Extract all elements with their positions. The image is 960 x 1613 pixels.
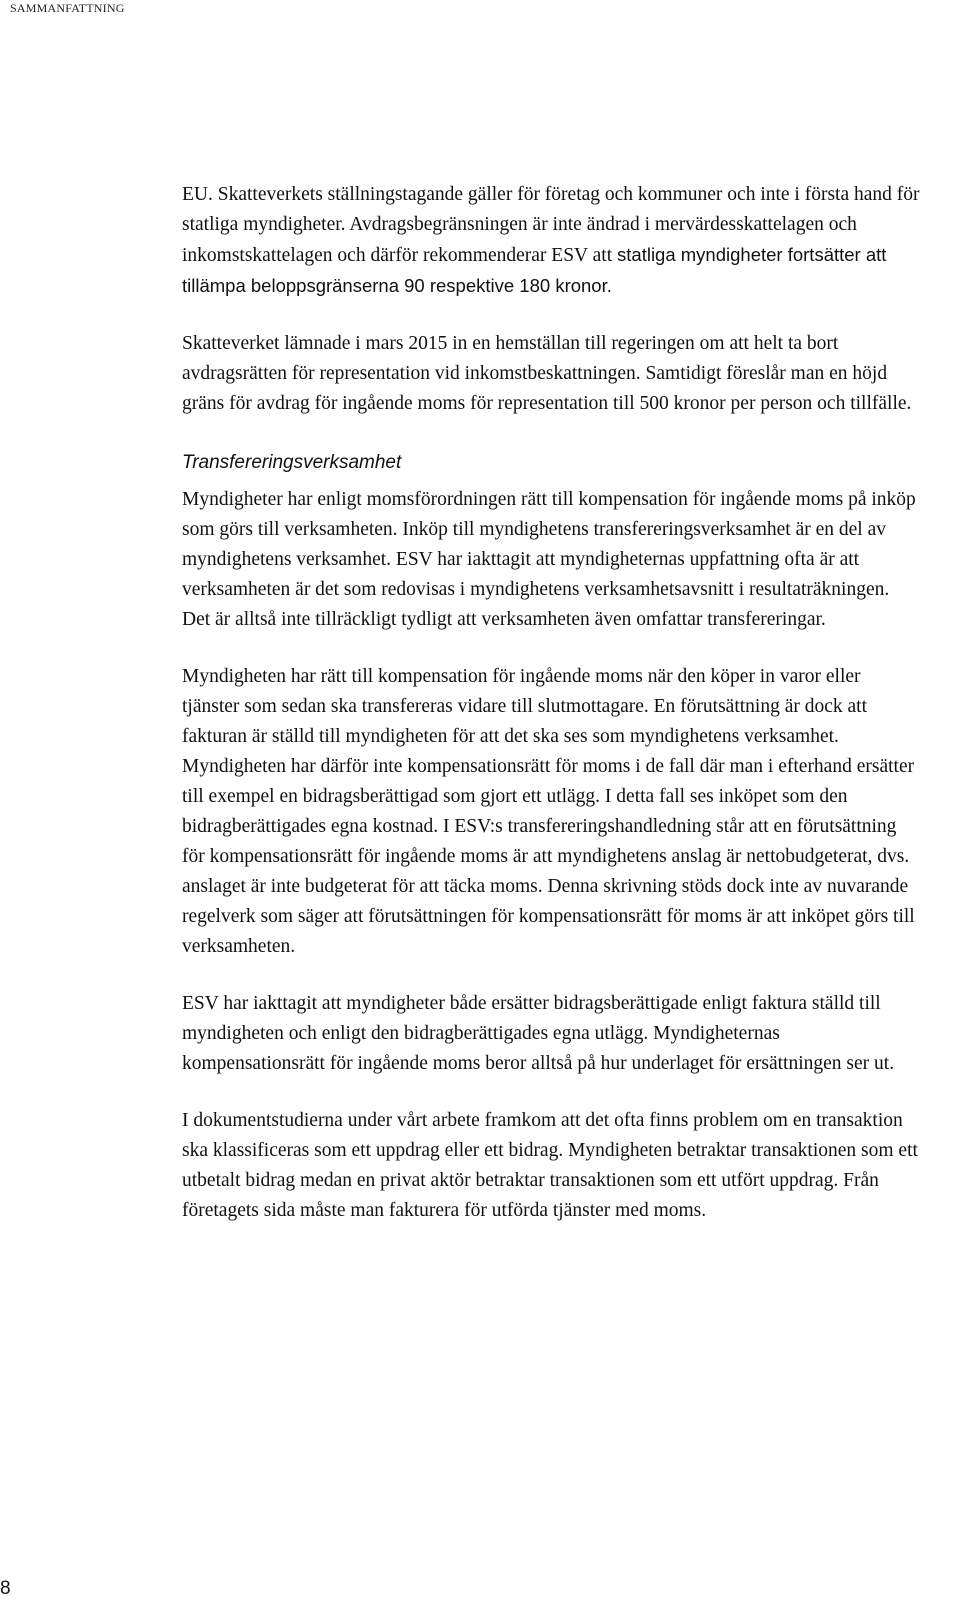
page-number: 8 [0, 1578, 11, 1599]
paragraph-2: Skatteverket lämnade i mars 2015 in en hemställan till regeringen om att helt ta bort avdragsrätten för representation vid inkomstbeskattningen. Samtidigt föreslår man en höjd gräns för avdrag för ingående moms för representation till 500 kronor per person och tillfälle. [182, 333, 912, 414]
paragraph-3: Myndigheter har enligt momsförordningen rätt till kompensation för ingående moms på inköp som görs till verksamheten. Inköp till myndighetens transfereringsverksamhet är en del av myndighetens verksamhet. ESV har iakttagit att myndigheternas uppfattning ofta är att verksamheten är det som redovisas i myndighetens verksamhetsavsnitt i resultaträkningen. Det är alltså inte tillräckligt tydligt att verksamheten även omfattar transfereringar. [182, 489, 916, 630]
paragraph-5: ESV har iakttagit att myndigheter både ersätter bidragsberättigade enligt faktura ställd till myndigheten och enligt den bidragberättigades egna utlägg. Myndigheternas kompensationsrätt för ingående moms beror alltså på hur underlaget för ersättningen ser ut. [182, 993, 895, 1074]
paragraph-1-serif-text: EU. Skatteverkets ställningstagande gäller för företag och kommuner och inte i första hand för statliga myndigheter. Avdragsbegränsningen är inte ändrad i mervärdesskattelagen och inkomstskattelagen och därför rekommenderar ESV att [182, 184, 920, 266]
paragraph-1 [182, 180, 922, 302]
paragraph-4: Myndigheten har rätt till kompensation för ingående moms när den köper in varor eller tjänster som sedan ska transfereras vidare till slutmottagare. En förutsättning är dock att fakturan är ställd till myndigheten för att det ska ses som myndighetens verksamhet. Myndigheten har därför inte kompensationsrätt för moms i de fall där man i efterhand ersätter till exempel en bidragsberättigad som gjort ett utlägg. I detta fall ses inköpet som den bidragberättigades egna kostnad. I ESV:s transfereringshandledning står att en förutsättning för kompensationsrätt för ingående moms är att myndighetens anslag är nettobudgeterat, dvs. anslaget är inte budgeterat för att täcka moms. Denna skrivning stöds dock inte av nuvarande regelverk som säger att förutsättningen för kompensationsrätt för moms är att inköpet görs till verksamheten. [182, 666, 915, 957]
document-body [182, 180, 922, 1226]
section-heading: Transfereringsverksamhet [182, 452, 402, 473]
running-header: SAMMANFATTNING [10, 1, 125, 15]
paragraph-6: I dokumentstudierna under vårt arbete framkom att det ofta finns problem om en transaktion ska klassificeras som ett uppdrag eller ett bidrag. Myndigheten betraktar transaktionen som ett utbetalt bidrag medan en privat aktör betraktar transaktionen som ett utfört uppdrag. Från företagets sida måste man fakturera för utförda tjänster med moms. [182, 1110, 918, 1221]
paragraph-1-sans-text: statliga myndigheter fortsätter att tillämpa beloppsgränserna 90 respektive 180 kronor. [182, 244, 887, 296]
